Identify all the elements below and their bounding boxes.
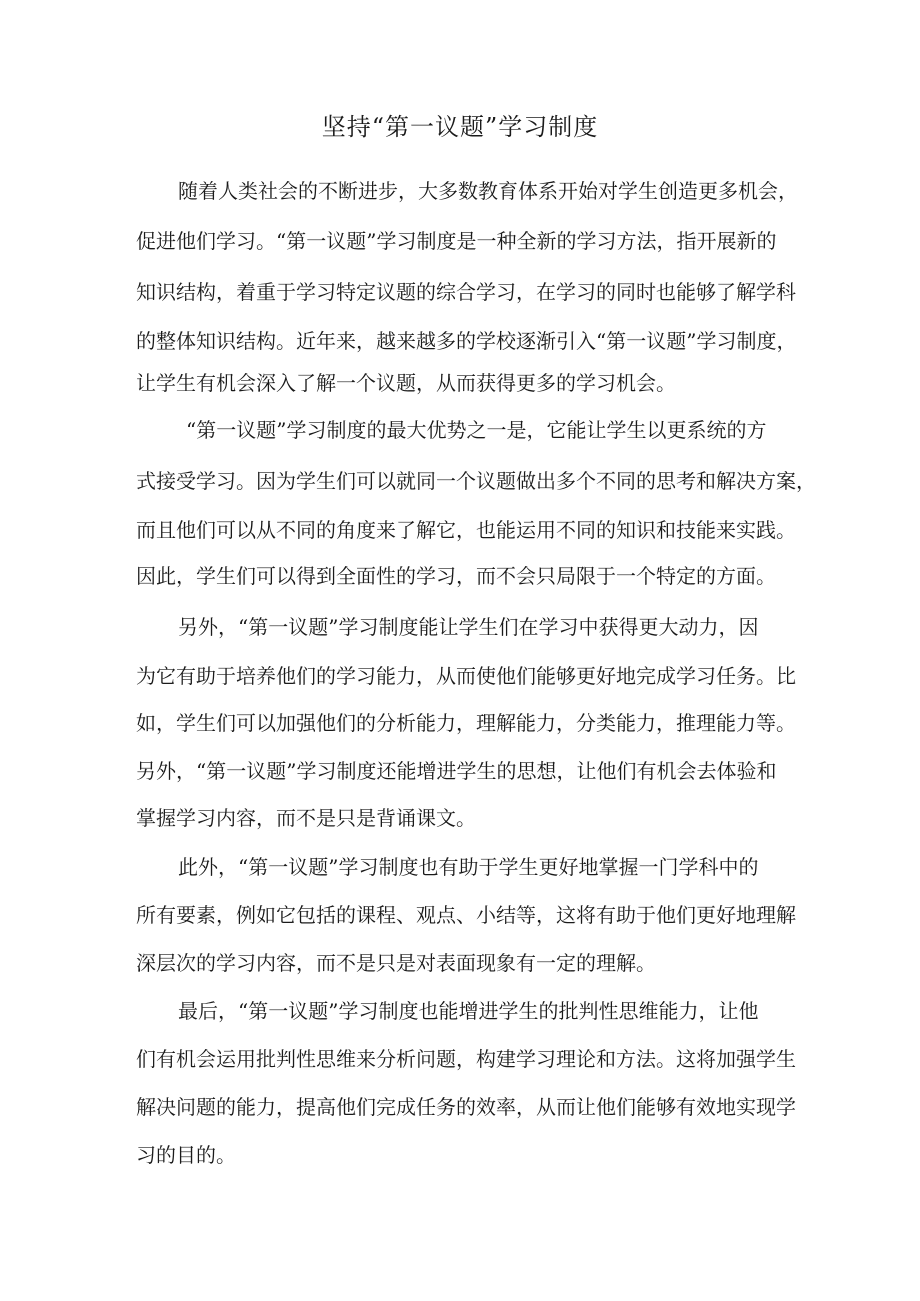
paragraph-line: “第一议题”学习制度的最大优势之一是，它能让学生以更系统的方 — [186, 418, 767, 442]
paragraph-line: 另外，“第一议题”学习制度还能增进学生的思想，让他们有机会去体验和 — [136, 759, 777, 783]
paragraph-line: 此外，“第一议题”学习制度也有助于学生更好地掌握一门学科中的 — [178, 855, 759, 879]
document-title: 坚持“第一议题”学习制度 — [321, 113, 599, 141]
paragraph-line: 让学生有机会深入了解一个议题，从而获得更多的学习机会。 — [136, 371, 676, 395]
paragraph-line: 最后，“第一议题”学习制度也能增进学生的批判性思维能力，让他 — [178, 999, 759, 1023]
paragraph-line: 掌握学习内容，而不是只是背诵课文。 — [136, 806, 476, 830]
paragraph-line: 式接受学习。因为学生们可以就同一个议题做出多个不同的思考和解决方案， — [136, 469, 816, 493]
paragraph-line: 习的目的。 — [136, 1143, 236, 1167]
paragraph-line: 另外，“第一议题”学习制度能让学生们在学习中获得更大动力，因 — [178, 615, 759, 639]
paragraph-line: 如，学生们可以加强他们的分析能力，理解能力，分类能力，推理能力等。 — [136, 711, 796, 735]
paragraph-line: 为它有助于培养他们的学习能力，从而使他们能够更好地完成学习任务。比 — [136, 664, 796, 688]
paragraph-line: 解决问题的能力，提高他们完成任务的效率，从而让他们能够有效地实现学 — [136, 1095, 796, 1119]
paragraph-line: 知识结构，着重于学习特定议题的综合学习，在学习的同时也能够了解学科 — [136, 280, 796, 304]
paragraph-line: 随着人类社会的不断进步，大多数教育体系开始对学生创造更多机会， — [178, 179, 798, 203]
paragraph-line: 而且他们可以从不同的角度来了解它，也能运用不同的知识和技能来实践。 — [136, 518, 796, 542]
paragraph-line: 的整体知识结构。近年来，越来越多的学校逐渐引入“第一议题”学习制度， — [136, 329, 797, 353]
paragraph-line: 所有要素，例如它包括的课程、观点、小结等，这将有助于他们更好地理解 — [136, 903, 796, 927]
paragraph-line: 促进他们学习。“第一议题”学习制度是一种全新的学习方法，指开展新的 — [136, 229, 777, 253]
paragraph-line: 深层次的学习内容，而不是只是对表面现象有一定的理解。 — [136, 951, 656, 975]
paragraph-line: 因此，学生们可以得到全面性的学习，而不会只局限于一个特定的方面。 — [136, 564, 776, 588]
paragraph-line: 们有机会运用批判性思维来分析问题，构建学习理论和方法。这将加强学生 — [136, 1047, 796, 1071]
